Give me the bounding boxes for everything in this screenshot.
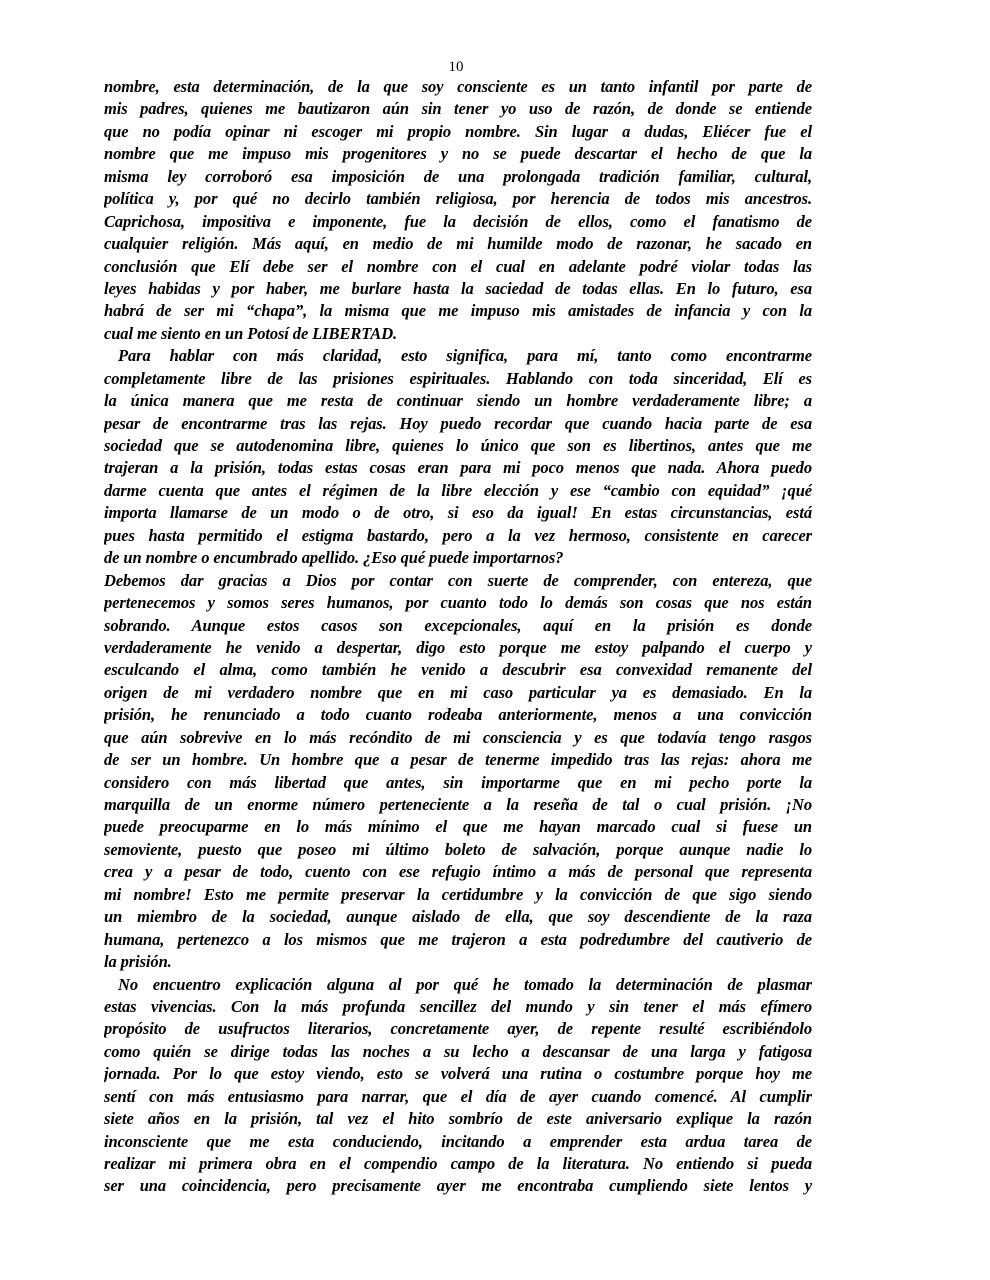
text-line: marquilla de un enorme número perteneciente a la reseña de tal o cual prisión. ¡No — [104, 795, 812, 814]
text-line: cualquier religión. Más aquí, en medio de mi humilde modo de razonar, he sacado en — [104, 234, 812, 254]
text-line: sentí con más entusiasmo para narrar, que el día de ayer cuando comencé. Al cumplir — [104, 1086, 812, 1106]
text-line: nombre que me impuso mis progenitores y no se puede descartar el hecho de que la — [104, 144, 812, 164]
text-line: como quién se dirige todas las noches a su lecho a descansar de una larga y fatigosa — [104, 1041, 812, 1061]
text-line: de un nombre o encumbrado apellido. ¿Eso qué puede importarnos? — [104, 548, 564, 568]
text-line: propósito de usufructos literarios, concretamente ayer, de repente resulté escribiéndolo — [104, 1019, 812, 1039]
text-line: importa llamarse de un modo o de otro, si eso da igual! En estas circunstancias, está — [104, 503, 812, 523]
text-line: realizar mi primera obra en el compendio campo de la literatura. No entiendo si pueda — [104, 1154, 812, 1173]
text-line: estas vivencias. Con la más profunda sencillez del mundo y sin tener el más efímero — [104, 996, 812, 1016]
text-line: que no podía opinar ni escoger mi propio nombre. Sin lugar a dudas, Eliécer fue el — [104, 121, 812, 141]
text-line: política y, por qué no decirlo también religiosa, por herencia de todos mis ancestros. — [104, 189, 812, 209]
text-line: la prisión. — [104, 952, 172, 972]
page-number: 10 — [448, 59, 464, 75]
text-line: pues hasta permitido el estigma bastardo, pero a la vez hermoso, consistente en carecer — [104, 525, 812, 545]
text-line: de ser un hombre. Un hombre que a pesar de tenerme impedido tras las rejas: ahora me — [104, 750, 812, 770]
text-line: semoviente, puesto que poseo mi último boleto de salvación, porque aunque nadie lo — [104, 839, 812, 859]
text-line: humana, pertenezco a los mismos que me trajeron a esta podredumbre del cautiverio de — [104, 929, 812, 949]
text-line: habrá de ser mi “chapa”, la misma que me impuso mis amistades de infancia y con la — [104, 301, 812, 321]
text-line: conclusión que Elí debe ser el nombre con el cual en adelante podré violar todas las — [104, 256, 812, 276]
text-line: que aún sobrevive en lo más recóndito de mi consciencia y es que todavía tengo rasgos — [104, 727, 812, 747]
text-line: ser una coincidencia, pero precisamente ayer me encontraba cumpliendo siete lentos y — [104, 1176, 812, 1196]
text-line: crea y a pesar de todo, cuento con ese refugio íntimo a más de personal que representa — [104, 862, 812, 882]
text-line: pesar de encontrarme tras las rejas. Hoy puedo recordar que cuando hacia parte de esa — [104, 413, 812, 433]
text-line: leyes habidas y por haber, me burlare hasta la saciedad de todas ellas. En lo futuro, esa — [104, 278, 812, 298]
body-text — [104, 76, 812, 1198]
text-line: darme cuenta que antes el régimen de la libre elección y ese “cambio con equidad” ¡qué — [104, 480, 812, 500]
text-line: esculcando el alma, como también he venido a descubrir esa convexidad remanente del — [104, 660, 812, 680]
text-line: la única manera que me resta de continuar siendo un hombre verdaderamente libre; a — [104, 391, 812, 411]
text-line: sobrando. Aunque estos casos son excepcionales, aquí en la prisión es donde — [104, 615, 812, 635]
text-line: Caprichosa, impositiva e imponente, fue la decisión de ellos, como el fanatismo de — [104, 211, 812, 231]
text-line: nombre, esta determinación, de la que soy consciente es un tanto infantil por parte de — [104, 77, 812, 96]
text-line: cual me siento en un Potosí de LIBERTAD. — [104, 323, 398, 343]
text-line: jornada. Por lo que estoy viendo, esto se volverá una rutina o costumbre porque hoy me — [104, 1064, 812, 1084]
text-line: Debemos dar gracias a Dios por contar con suerte de comprender, con entereza, que — [104, 570, 812, 590]
text-line: sociedad que se autodenomina libre, quienes lo único que son es libertinos, antes que me — [104, 436, 812, 455]
text-line: puede preocuparme en lo más mínimo el que me hayan marcado cual si fuese un — [104, 817, 812, 837]
text-line: verdaderamente he venido a despertar, digo esto porque me estoy palpando el cuerpo y — [104, 637, 812, 657]
text-line: pertenecemos y somos seres humanos, por cuanto todo lo demás son cosas que nos están — [104, 593, 812, 613]
text-line: mis padres, quienes me bautizaron aún sin tener yo uso de razón, de donde se entiende — [104, 99, 812, 119]
text-line: un miembro de la sociedad, aunque aislado de ella, que soy descendiente de la raza — [104, 907, 812, 927]
text-line: inconsciente que me esta conduciendo, incitando a emprender esta ardua tarea de — [104, 1131, 812, 1151]
text-line: siete años en la prisión, tal vez el hito sombrío de este aniversario explique la razón — [104, 1109, 812, 1129]
text-line: completamente libre de las prisiones espirituales. Hablando con toda sinceridad, Elí es — [104, 368, 812, 388]
text-line: No encuentro explicación alguna al por qué he tomado la determinación de plasmar — [118, 974, 812, 994]
text-line: origen de mi verdadero nombre que en mi caso particular ya es demasiado. En la — [104, 682, 812, 702]
text-line: considero con más libertad que antes, sin importarme que en mi pecho porte la — [104, 772, 812, 792]
text-line: misma ley corroboró esa imposición de una prolongada tradición familiar, cultural, — [104, 166, 812, 186]
text-line: mi nombre! Esto me permite preservar la certidumbre y la convicción de que sigo siendo — [104, 884, 812, 904]
text-line: Para hablar con más claridad, esto significa, para mí, tanto como encontrarme — [118, 346, 812, 366]
text-line: prisión, he renunciado a todo cuanto rodeaba anteriormente, menos a una convicción — [104, 705, 812, 725]
text-line: trajeran a la prisión, todas estas cosas eran para mi poco menos que nada. Ahora puedo — [104, 458, 812, 478]
